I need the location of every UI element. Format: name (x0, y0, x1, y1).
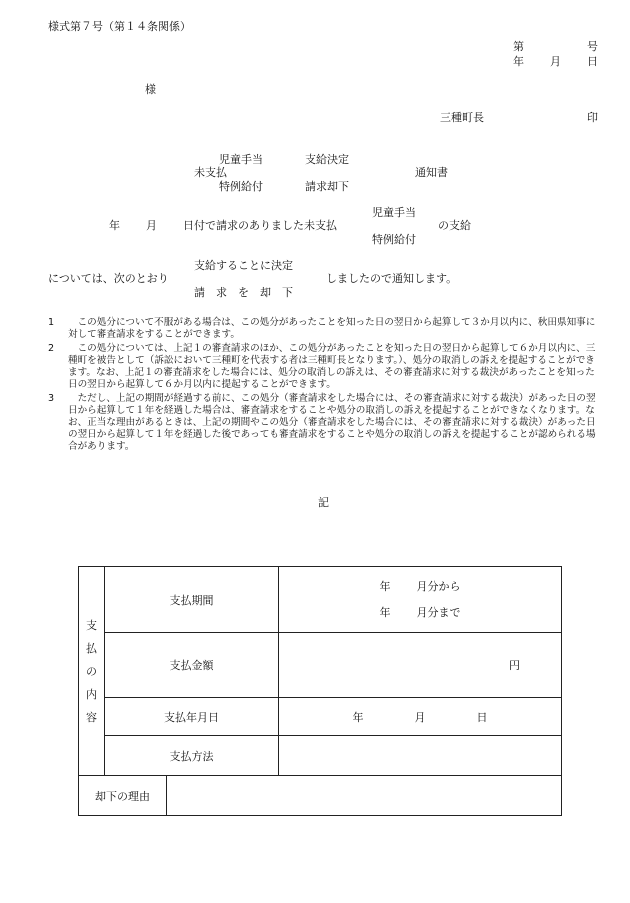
period-value[interactable]: 年 月分から 年 月分まで (279, 567, 562, 633)
period-label: 支払期間 (105, 567, 279, 633)
title-child-allowance: 児童手当 (219, 153, 263, 166)
decision-payment: 支給することに決定 (194, 259, 293, 272)
title-payment-decision: 支給決定 (305, 153, 349, 166)
title-unpaid: 未支払 (194, 166, 227, 179)
payment-date-value[interactable]: 年 月 日 (279, 698, 562, 736)
section-label-payment-content: 支 払 の 内 容 (79, 567, 105, 776)
note-number: 2 (48, 343, 55, 354)
form-number: 様式第７号（第１４条関係） (48, 20, 191, 33)
rejection-reason-label: 却下の理由 (79, 776, 167, 816)
amount-value[interactable] (279, 633, 562, 698)
note-item (48, 317, 603, 341)
ki-heading: 記 (318, 496, 329, 509)
body-request-text: 日付で請求のありました未支払 (183, 219, 337, 232)
body-month: 月 (146, 219, 157, 232)
header-day: 日 (587, 55, 598, 68)
seal-mark: 印 (587, 111, 598, 124)
payment-method-value[interactable] (279, 736, 562, 776)
appeal-notes (48, 317, 603, 455)
body-child-allowance: 児童手当 (372, 206, 416, 219)
body-year: 年 (109, 219, 120, 232)
title-notice: 通知書 (415, 166, 448, 179)
addressee-suffix: 様 (145, 83, 156, 96)
body-notify: しましたので通知します。 (326, 272, 458, 285)
doc-no-prefix: 第 (513, 40, 524, 53)
rejection-reason-value[interactable] (167, 776, 562, 816)
body-of-payment: の支給 (438, 219, 471, 232)
payment-date-label: 支払年月日 (105, 698, 279, 736)
title-special-benefit: 特例給付 (219, 180, 263, 193)
issuer-name: 三種町長 (440, 111, 484, 124)
payment-details-table (78, 566, 561, 816)
amount-label: 支払金額 (105, 633, 279, 698)
note-item (48, 393, 603, 453)
body-special-benefit: 特例給付 (372, 233, 416, 246)
title-claim-rejection: 請求却下 (305, 180, 349, 193)
payment-method-label: 支払方法 (105, 736, 279, 776)
body-regarding: については、次のとおり (48, 272, 169, 285)
note-text: この処分については、上記１の審査請求のほか、この処分があったことを知った日の翌日から起算して６か月以内に、三種町を被告として（訴訟において三種町を代表する者は三種町長となります。）、処分の取消しの訴えを提起することができます。なお、上記１の審査請求をした場合には、処分の取消しの訴えは、その審査請求に対する裁決があったことを知った日の翌日から起算して６か月以内に提起することができます。 (68, 343, 596, 390)
decision-rejection: 請 求 を 却 下 (194, 286, 293, 299)
note-number: 1 (48, 317, 55, 328)
yen-unit: 円 (509, 659, 520, 672)
note-number: 3 (48, 393, 55, 404)
header-year: 年 (513, 55, 524, 68)
doc-no-suffix: 号 (587, 40, 598, 53)
note-text: ただし、上記の期間が経過する前に、この処分（審査請求をした場合には、その審査請求に対する裁決）があった日の翌日から起算して１年を経過した場合は、審査請求をすることや処分の取消しの訴えを提起することができなくなります。なお、正当な理由があるときは、上記の期間やこの処分（審査請求をした場合には、その審査請求に対する裁決）があった日の翌日から起算して１年を経過した後であっても審査請求をすることや処分の取消しの訴えを提起することが認められる場合があります。 (68, 393, 596, 452)
header-month: 月 (550, 55, 561, 68)
note-text: この処分について不服がある場合は、この処分があったことを知った日の翌日から起算して３か月以内に、秋田県知事に対して審査請求をすることができます。 (68, 317, 596, 340)
note-item (48, 343, 603, 391)
